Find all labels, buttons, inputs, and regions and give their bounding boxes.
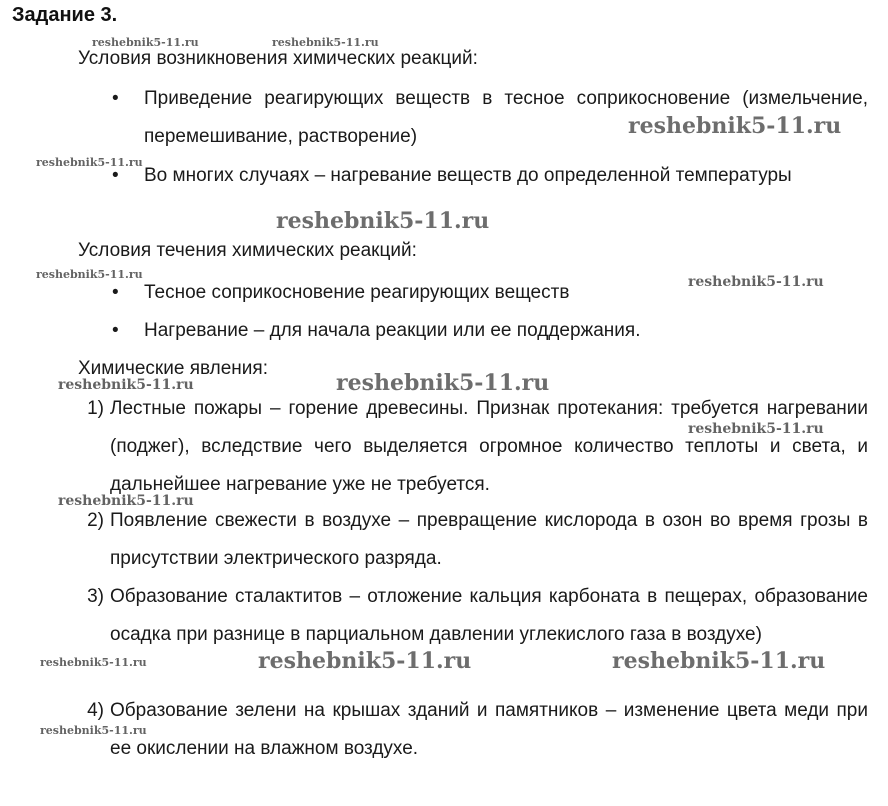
- list-item-text: Нагревание – для начала реакции или ее поддержания.: [144, 320, 641, 341]
- watermark: reshebnik5-11.ru: [40, 724, 147, 737]
- watermark: reshebnik5-11.ru: [336, 370, 550, 396]
- watermark: reshebnik5-11.ru: [58, 493, 194, 509]
- section-heading-conditions-start: Условия возникновения химических реакций:: [78, 48, 478, 69]
- list-item-number: 4): [87, 700, 104, 721]
- bullet-icon: •: [112, 320, 119, 341]
- list-item: [108, 312, 868, 350]
- section-heading-chemical-phenomena: Химические явления:: [78, 358, 268, 379]
- list-item-number: 3): [87, 586, 104, 607]
- section-heading-conditions-flow: Условия течения химических реакций:: [78, 240, 417, 261]
- watermark: reshebnik5-11.ru: [92, 36, 199, 49]
- watermark: reshebnik5-11.ru: [40, 656, 147, 669]
- watermark: reshebnik5-11.ru: [58, 377, 194, 393]
- list-item-text: Образование зелени на крышах зданий и памятников – изменение цвета меди при ее окислении на влажном воздухе.: [110, 700, 868, 759]
- watermark: reshebnik5-11.ru: [272, 36, 379, 49]
- list-item-text: Лестные пожары – горение древесины. Признак протекания: требуется нагревании (поджег), вследствие чего выделяется огромное количество теплоты и света, и дальнейшее нагревание уже не требуется.: [110, 398, 868, 495]
- list-item: [78, 578, 868, 692]
- bullet-icon: •: [112, 88, 119, 109]
- watermark: reshebnik5-11.ru: [688, 274, 824, 290]
- list-item-text: Приведение реагирующих веществ в тесное соприкосновение (измельчение, перемешивание, растворение): [144, 88, 868, 147]
- list-item: [78, 502, 868, 578]
- list-item-text: Во многих случаях – нагревание веществ до определенной температуры: [144, 165, 792, 186]
- list-item-number: 1): [87, 398, 104, 419]
- watermark: reshebnik5-11.ru: [36, 268, 143, 281]
- watermark: reshebnik5-11.ru: [258, 648, 472, 674]
- watermark: reshebnik5-11.ru: [36, 156, 143, 169]
- watermark: reshebnik5-11.ru: [688, 421, 824, 437]
- bullet-icon: •: [112, 165, 119, 186]
- list-item: [78, 692, 868, 768]
- page-title: Задание 3.: [12, 4, 118, 26]
- list-item-number: 2): [87, 510, 104, 531]
- list-item-text: Образование сталактитов – отложение кальция карбоната в пещерах, образование осадка при разнице в парциальном давлении углекислого газа в воздухе): [110, 586, 868, 645]
- bullet-icon: •: [112, 282, 119, 303]
- watermark: reshebnik5-11.ru: [628, 113, 842, 139]
- watermark: reshebnik5-11.ru: [612, 648, 826, 674]
- list-item: [78, 390, 868, 504]
- watermark: reshebnik5-11.ru: [276, 208, 490, 234]
- list-item-text: Тесное соприкосновение реагирующих веществ: [144, 282, 570, 303]
- list-item-text: Появление свежести в воздухе – превращение кислорода в озон во время грозы в присутствии электрического разряда.: [110, 510, 868, 569]
